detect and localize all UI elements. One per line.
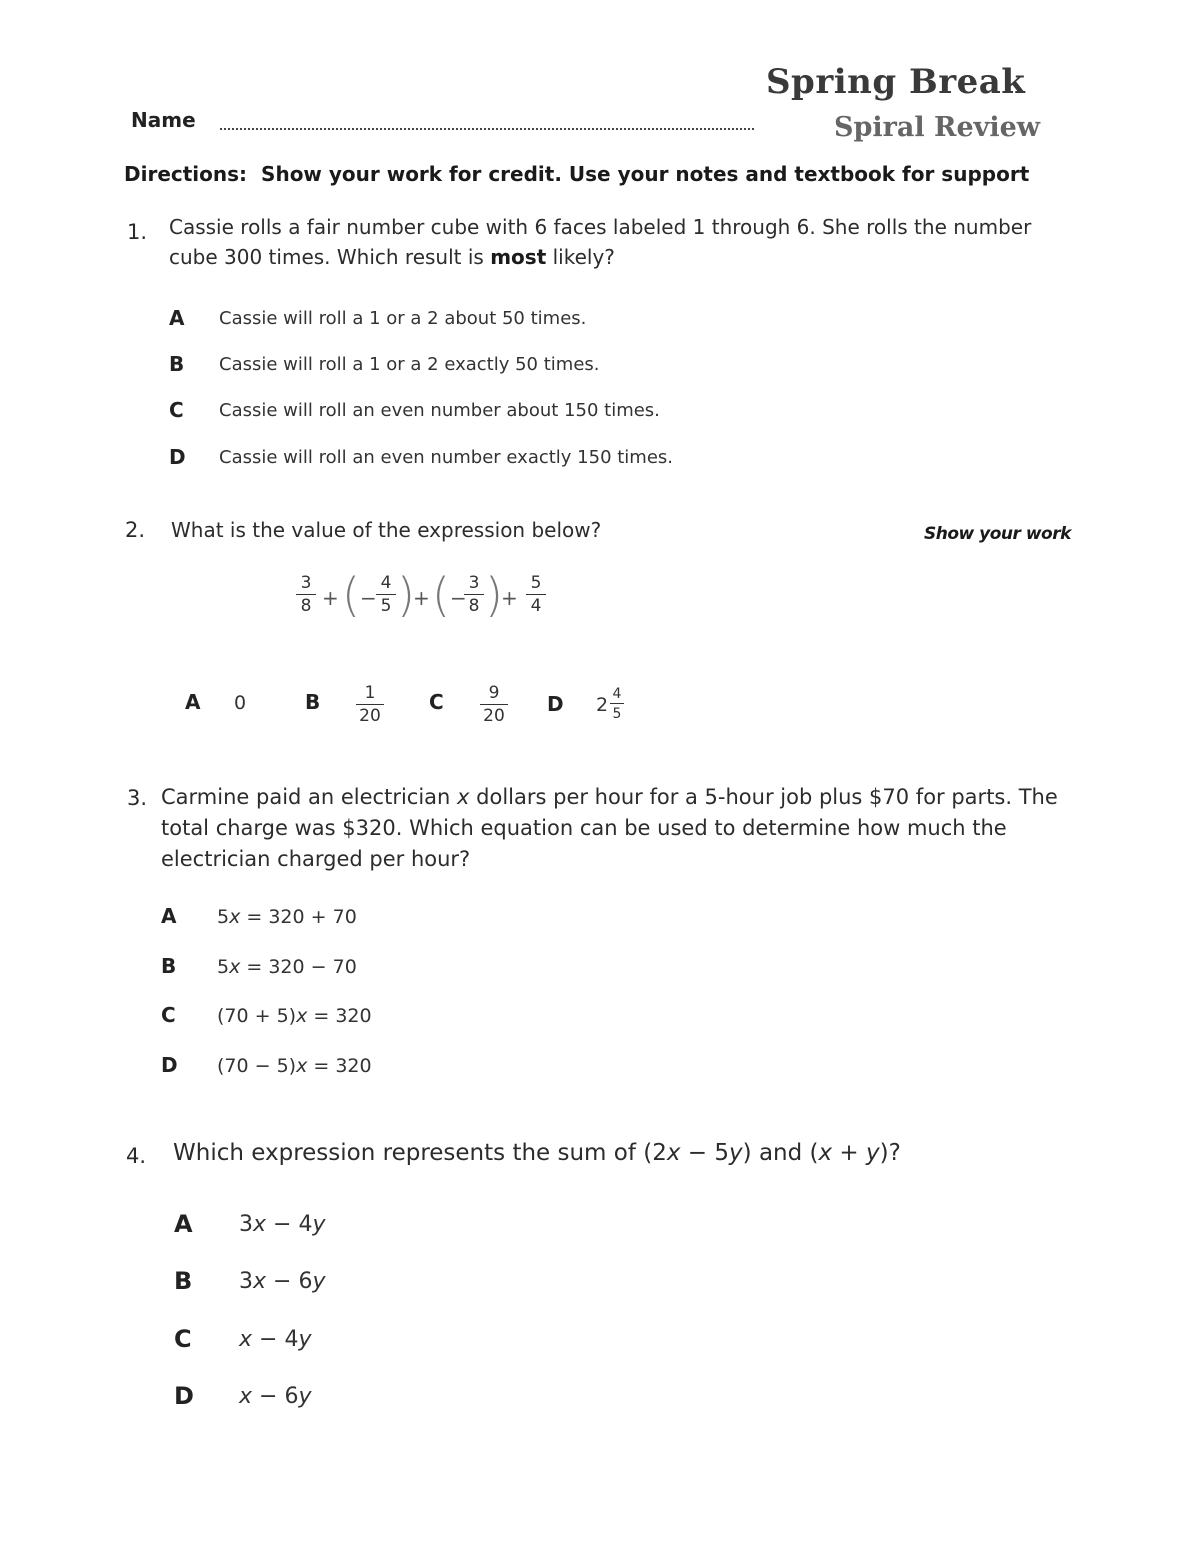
expr-fraction-1-denominator: 8 — [300, 596, 312, 616]
q4-text-mid-2: ) and ( — [742, 1140, 819, 1166]
q2-choice-d-fraction[interactable] — [610, 686, 624, 722]
expr-plus-2: + — [413, 586, 430, 610]
expr-fraction-3-denominator: 8 — [468, 596, 480, 616]
q1-choice-c-text[interactable]: Cassie will roll an even number about 150 times. — [219, 400, 660, 421]
q3-d-var: x — [296, 1055, 308, 1077]
q3-choice-c-letter[interactable]: C — [161, 1003, 176, 1027]
q4-choice-d-expression[interactable] — [239, 1384, 311, 1409]
q2-choice-b-fraction[interactable] — [356, 684, 384, 726]
expr-fraction-4 — [526, 574, 546, 616]
directions — [124, 162, 1029, 186]
q2-choice-d-numerator: 4 — [612, 686, 622, 702]
expr-minus-1: − — [360, 586, 377, 610]
q1-choice-a-letter[interactable]: A — [169, 306, 185, 330]
q2-choice-d-letter[interactable]: D — [547, 692, 564, 716]
q2-choice-c-letter[interactable]: C — [429, 690, 444, 714]
q2-choice-a-letter[interactable]: A — [185, 690, 201, 714]
question-3-line-2: total charge was $320. Which equation can be used to determine how much the — [161, 816, 1007, 840]
question-3-text — [161, 782, 1101, 875]
q3-c-post: = 320 — [307, 1005, 372, 1027]
q3-a-var: x — [229, 906, 241, 928]
expr-paren-open-2: ( — [432, 568, 450, 622]
q3-choice-b-letter[interactable]: B — [161, 954, 177, 978]
q3-a-post: = 320 + 70 — [240, 906, 357, 928]
q1-choice-d-text[interactable]: Cassie will roll an even number exactly 150 times. — [219, 447, 674, 468]
q2-choice-c-denominator: 20 — [483, 706, 505, 726]
q3-d-pre: (70 − 5) — [217, 1055, 297, 1077]
q4-choice-b-letter[interactable]: B — [174, 1267, 193, 1295]
q4-d-op: − 6 — [252, 1384, 299, 1409]
q1-choice-a-text[interactable]: Cassie will roll a 1 or a 2 about 50 times. — [219, 308, 587, 329]
expr-paren-open-1: ( — [342, 568, 360, 622]
q3-c-var: x — [296, 1005, 308, 1027]
q4-c-y: y — [298, 1327, 312, 1352]
directions-label: Directions: — [124, 162, 248, 186]
question-1-line-2 — [169, 242, 1069, 272]
question-1-line-1: Cassie rolls a fair number cube with 6 faces labeled 1 through 6. She rolls the number — [169, 215, 1032, 239]
q4-a-y: y — [312, 1212, 326, 1237]
q4-choice-c-expression[interactable] — [239, 1327, 311, 1352]
q3-b-var: x — [229, 956, 241, 978]
expr-minus-2: − — [450, 586, 467, 610]
q4-text-pre: Which expression represents the sum of (2 — [173, 1140, 667, 1166]
q4-c-x: x — [239, 1327, 253, 1352]
q3-choice-d-letter[interactable]: D — [161, 1053, 178, 1077]
name-label: Name — [131, 108, 196, 132]
q2-choice-b-numerator: 1 — [364, 683, 376, 703]
expr-fraction-4-denominator: 4 — [530, 596, 542, 616]
q2-choice-a-value[interactable]: 0 — [234, 692, 247, 714]
q3-c-pre: (70 + 5) — [217, 1005, 297, 1027]
expr-fraction-2-denominator: 5 — [380, 596, 392, 616]
question-1-number: 1. — [127, 220, 148, 244]
expr-fraction-2 — [376, 574, 396, 616]
q4-d-x: x — [239, 1384, 253, 1409]
q4-choice-b-expression[interactable] — [239, 1269, 325, 1294]
q4-var-y-2: y — [866, 1140, 880, 1166]
question-4-number: 4. — [126, 1144, 147, 1168]
q4-c-op: − 4 — [252, 1327, 299, 1352]
show-your-work-label: Show your work — [924, 524, 1071, 544]
q4-a-coef: 3 — [239, 1212, 253, 1237]
question-3-variable-x: x — [457, 785, 470, 809]
q3-d-post: = 320 — [307, 1055, 372, 1077]
question-1-text — [169, 212, 1069, 272]
q3-choice-d-equation[interactable] — [217, 1055, 372, 1077]
q3-b-post: = 320 − 70 — [240, 956, 357, 978]
q4-choice-d-letter[interactable]: D — [174, 1382, 194, 1410]
q4-var-x-2: x — [818, 1140, 833, 1166]
name-field-line[interactable] — [220, 128, 754, 130]
q1-choice-d-letter[interactable]: D — [169, 445, 186, 469]
q3-b-pre: 5 — [217, 956, 230, 978]
q3-a-pre: 5 — [217, 906, 230, 928]
q4-d-y: y — [298, 1384, 312, 1409]
question-4-text — [173, 1140, 901, 1166]
q1-choice-c-letter[interactable]: C — [169, 398, 184, 422]
expr-paren-close-1: ) — [397, 568, 415, 622]
question-1-line-2-pre: cube 300 times. Which result is — [169, 245, 491, 269]
question-3-line-1 — [161, 782, 1101, 813]
question-3-line-1-post: dollars per hour for a 5-hour job plus $70 for parts. The — [469, 785, 1058, 809]
question-3-line-3: electrician charged per hour? — [161, 847, 471, 871]
question-1-emphasis: most — [490, 245, 547, 269]
q2-choice-c-numerator: 9 — [488, 683, 500, 703]
q4-var-x-1: x — [666, 1140, 681, 1166]
expr-fraction-1 — [296, 574, 316, 616]
q4-choice-c-letter[interactable]: C — [174, 1325, 192, 1353]
logo-title-spring-break: Spring Break — [766, 62, 1026, 102]
q4-a-x: x — [253, 1212, 267, 1237]
question-3-number: 3. — [127, 786, 148, 810]
q4-text-mid-3: + — [832, 1140, 867, 1166]
q4-b-coef: 3 — [239, 1269, 253, 1294]
q4-b-y: y — [312, 1269, 326, 1294]
expr-plus-3: + — [501, 586, 518, 610]
q4-choice-a-letter[interactable]: A — [174, 1210, 193, 1238]
question-2-number: 2. — [125, 518, 146, 542]
q4-text-mid-1: − 5 — [680, 1140, 730, 1166]
q2-choice-d-denominator: 5 — [612, 706, 622, 722]
question-3-line-1-pre: Carmine paid an electrician — [161, 785, 458, 809]
q2-choice-c-fraction[interactable] — [480, 684, 508, 726]
expr-fraction-3 — [464, 574, 484, 616]
q3-choice-a-equation[interactable] — [217, 906, 357, 928]
question-1-line-2-post: likely? — [546, 245, 615, 269]
directions-text: Show your work for credit. Use your notes and textbook for support — [261, 162, 1030, 186]
q1-choice-b-text[interactable]: Cassie will roll a 1 or a 2 exactly 50 times. — [219, 354, 600, 375]
q2-choice-d-whole[interactable]: 2 — [596, 694, 609, 716]
q4-text-post: )? — [879, 1140, 901, 1166]
q3-choice-c-equation[interactable] — [217, 1005, 372, 1027]
expr-fraction-4-numerator: 5 — [530, 573, 542, 593]
q2-choice-b-denominator: 20 — [359, 706, 381, 726]
expr-paren-close-2: ) — [485, 568, 503, 622]
q3-choice-a-letter[interactable]: A — [161, 904, 177, 928]
expr-plus-1: + — [322, 586, 339, 610]
expr-fraction-1-numerator: 3 — [300, 573, 312, 593]
q3-choice-b-equation[interactable] — [217, 956, 357, 978]
expr-fraction-2-numerator: 4 — [380, 573, 392, 593]
q4-a-op: − 4 — [266, 1212, 313, 1237]
q4-var-y-1: y — [729, 1140, 743, 1166]
q4-b-op: − 6 — [266, 1269, 313, 1294]
question-2-text: What is the value of the expression below? — [171, 518, 602, 542]
q1-choice-b-letter[interactable]: B — [169, 352, 185, 376]
logo-subtitle-spiral-review: Spiral Review — [834, 112, 1040, 143]
expr-fraction-3-numerator: 3 — [468, 573, 480, 593]
q2-choice-b-letter[interactable]: B — [305, 690, 321, 714]
q4-choice-a-expression[interactable] — [239, 1212, 325, 1237]
q4-b-x: x — [253, 1269, 267, 1294]
